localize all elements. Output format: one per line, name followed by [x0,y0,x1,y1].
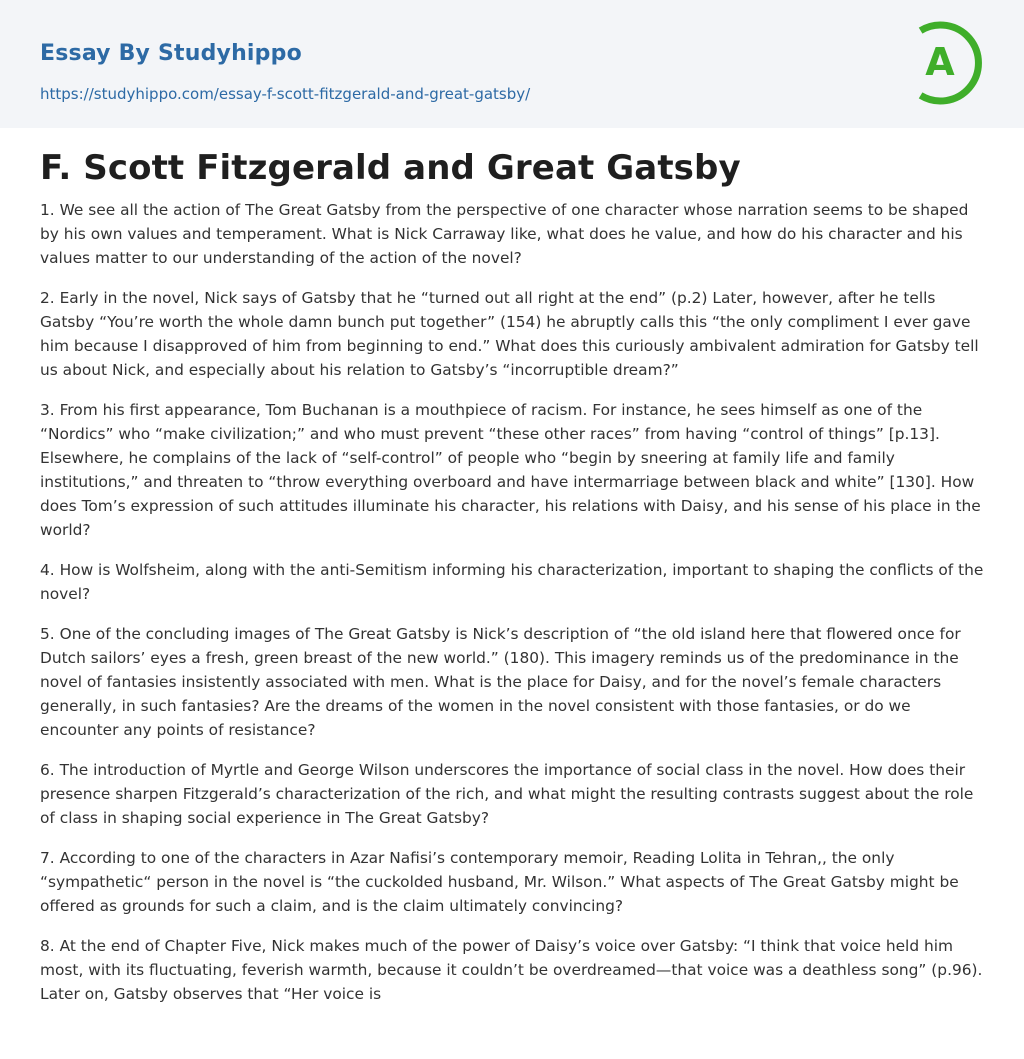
question-paragraph: 4. How is Wolfsheim, along with the anti-Semitism informing his characterization, important to shaping the conflicts of the novel? [40,561,984,603]
question-paragraph: 5. One of the concluding images of The Great Gatsby is Nick’s description of “the old island here that flowered once for Dutch sailors’ eyes a fresh, green breast of the new world.” (180). This imagery reminds us of the predominance in the novel of fantasies insistently associated with men. What is the place for Daisy, and for the novel’s female characters generally, in such fantasies? Are the dreams of the women in the novel consistent with those fantasies, or do we encounter any points of resistance? [40,625,961,739]
question-paragraph: 8. At the end of Chapter Five, Nick makes much of the power of Daisy’s voice over Gatsby: “I think that voice held him most, with its fluctuating, feverish warmth, because it couldn’t be overdreamed—that voice was a deathless song” (p.96). Later on, Gatsby observes that “Her voice is [40,937,983,1003]
studyhippo-logo-icon[interactable] [898,18,988,108]
question-paragraph: 6. The introduction of Myrtle and George Wilson underscores the importance of social class in the novel. How does their presence sharpen Fitzgerald’s characterization of the rich, and what might the resulting contrasts suggest about the role of class in shaping social experience in The Great Gatsby? [40,761,974,827]
essay-url-link[interactable]: https://studyhippo.com/essay-f-scott-fitzgerald-and-great-gatsby/ [40,85,531,103]
question-paragraph: 7. According to one of the characters in Azar Nafisi’s contemporary memoir, Reading Lolita in Tehran,, the only “sympathetic“ person in the novel is “the cuckolded husband, Mr. Wilson.” What aspects of The Great Gatsby might be offered as grounds for such a claim, and is the claim ultimately convincing? [40,849,959,915]
essay-content [40,146,984,1022]
question-paragraph: 3. From his first appearance, Tom Buchanan is a mouthpiece of racism. For instance, he sees himself as one of the “Nordics” who “make civilization;” and who must prevent “these other races” from having “control of things” [p.13]. Elsewhere, he complains of the lack of “self-control” of people who “begin by sneering at family life and family institutions,” and threaten to “throw everything overboard and have intermarriage between black and white” [130]. How does Tom’s expression of such attitudes illuminate his character, his relations with Daisy, and his sense of his place in the world? [40,401,981,539]
brand-title[interactable]: Essay By Studyhippo [40,41,302,66]
question-paragraph: 2. Early in the novel, Nick says of Gatsby that he “turned out all right at the end” (p.2) Later, however, after he tells Gatsby “You’re worth the whole damn bunch put together” (154) he abruptly calls this “the only compliment I ever gave him because I disapproved of him from beginning to end.” What does this curiously ambivalent admiration for Gatsby tell us about Nick, and especially about his relation to Gatsby’s “incorruptible dream?” [40,289,979,379]
site-header [0,0,1024,128]
logo-letter: A [925,40,955,84]
essay-title: F. Scott Fitzgerald and Great Gatsby [40,148,741,188]
question-paragraph: 1. We see all the action of The Great Gatsby from the perspective of one character whose narration seems to be shaped by his own values and temperament. What is Nick Carraway like, what does he value, and how do his character and his values matter to our understanding of the action of the novel? [40,201,969,267]
